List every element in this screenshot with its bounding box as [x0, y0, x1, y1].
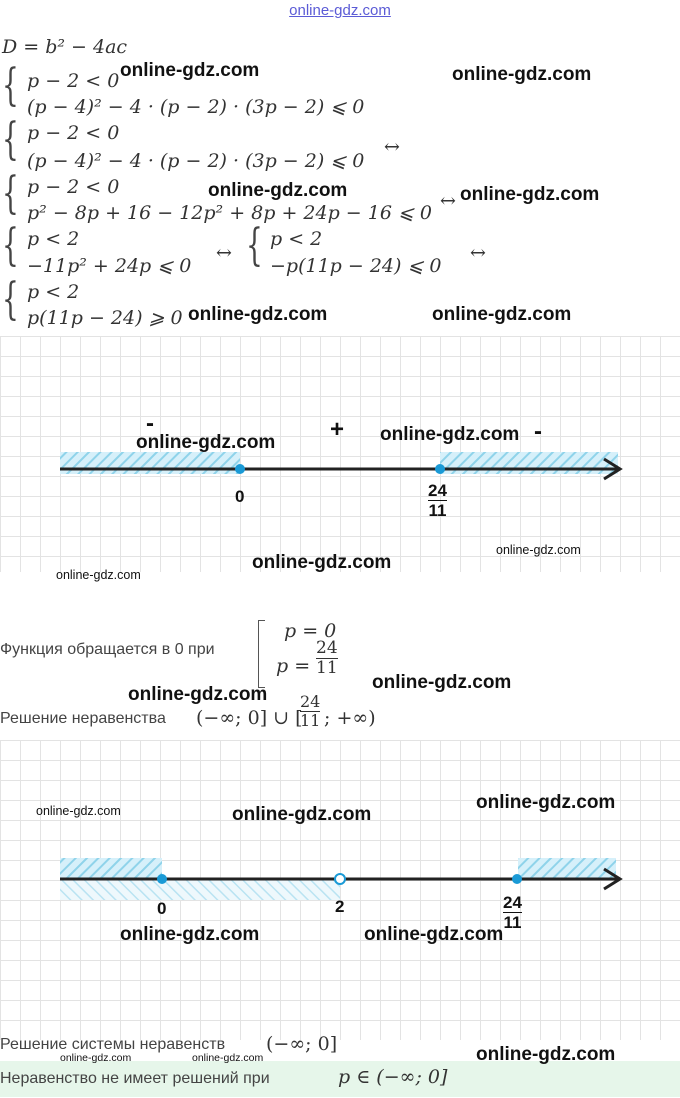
case-bracket: [258, 620, 265, 688]
zeros-case-2-fraction: [316, 640, 338, 677]
point-0: [235, 464, 245, 474]
sign-plus-middle: +: [330, 416, 345, 443]
number-line-2: [0, 740, 680, 1040]
watermark: online-gdz.com: [136, 432, 276, 453]
zeros-case-1: p = 0: [284, 620, 337, 642]
system4-line1: p < 2: [27, 228, 80, 250]
zeros-text: Функция обращается в 0 при: [0, 641, 215, 658]
system5-line2: −p(11p − 24) ⩽ 0: [270, 255, 442, 277]
fraction-denominator: 11: [300, 711, 321, 730]
sign-minus-left: -: [146, 410, 154, 437]
solution-text: Решение неравенства: [0, 710, 166, 727]
system1-line2: (p − 4)² − 4 · (p − 2) · (3p − 2) ⩽ 0: [27, 96, 365, 118]
watermark: online-gdz.com: [496, 543, 581, 557]
watermark: online-gdz.com: [128, 684, 268, 705]
watermark: online-gdz.com: [56, 568, 141, 582]
solution-fraction: [300, 694, 320, 729]
system-brace: {: [2, 168, 19, 219]
answer-expression: p ∈ (−∞; 0]: [338, 1066, 448, 1088]
axis1-label-24-11: [428, 482, 447, 519]
header-site-link[interactable]: online-gdz.com: [289, 2, 391, 19]
axis2-label-2: 2: [335, 897, 345, 916]
system-brace: {: [2, 60, 19, 111]
point-24-11: [435, 464, 445, 474]
watermark: online-gdz.com: [232, 804, 372, 825]
equivalence-arrow: ↔: [440, 190, 456, 212]
system6-line1: p < 2: [27, 281, 80, 303]
watermark: online-gdz.com: [36, 804, 121, 818]
system2-line1: p − 2 < 0: [27, 122, 120, 144]
system2-line2: (p − 4)² − 4 · (p − 2) · (3p − 2) ⩽ 0: [27, 150, 365, 172]
answer-text: Неравенство не имеет решений при: [0, 1070, 270, 1087]
watermark: online-gdz.com: [476, 1044, 616, 1065]
shaded-interval-p-le-0: [60, 858, 162, 880]
fraction-denominator: 11: [428, 501, 447, 520]
number-line-1: [0, 336, 680, 572]
equivalence-arrow: ↔: [216, 242, 232, 264]
fraction-numerator: 24: [316, 638, 338, 658]
watermark: online-gdz.com: [380, 424, 520, 445]
discriminant-formula: D = b² − 4ac: [2, 36, 128, 58]
fraction-numerator: 24: [428, 481, 447, 500]
shaded-interval-right: [440, 452, 618, 474]
system1-line1: p − 2 < 0: [27, 70, 120, 92]
system5-line1: p < 2: [270, 228, 323, 250]
point-0: [157, 874, 167, 884]
solution-interval-end: ; +∞): [324, 707, 376, 729]
system-brace: {: [2, 114, 19, 165]
axis1-label-0: 0: [235, 487, 245, 506]
watermark: online-gdz.com: [208, 180, 348, 201]
shaded-interval-p-lt-2: [60, 880, 340, 900]
watermark: online-gdz.com: [460, 184, 600, 205]
point-24-11: [512, 874, 522, 884]
watermark: online-gdz.com: [120, 60, 260, 81]
watermark: online-gdz.com: [188, 304, 328, 325]
system-brace: {: [2, 274, 19, 325]
equivalence-arrow: ↔: [384, 136, 400, 158]
watermark: online-gdz.com: [60, 1052, 132, 1064]
system4-line2: −11p² + 24p ⩽ 0: [27, 255, 192, 277]
axis2-label-0: 0: [157, 899, 167, 918]
fraction-denominator: 11: [503, 913, 522, 932]
sign-minus-right: -: [534, 418, 542, 445]
system-brace: {: [2, 220, 19, 271]
watermark: online-gdz.com: [372, 672, 512, 693]
fraction-denominator: 11: [316, 658, 338, 678]
watermark: online-gdz.com: [252, 552, 392, 573]
equivalence-arrow: ↔: [470, 242, 486, 264]
solution-interval-start: (−∞; 0] ∪ [: [196, 707, 303, 729]
zeros-case-2-lhs: p =: [276, 655, 311, 677]
fraction-numerator: 24: [300, 692, 321, 711]
watermark: online-gdz.com: [192, 1052, 264, 1064]
shaded-interval-p-ge-24-11: [518, 858, 616, 880]
watermark: online-gdz.com: [476, 792, 616, 813]
system3-line2: p² − 8p + 16 − 12p² + 8p + 24p − 16 ⩽ 0: [27, 202, 433, 224]
system6-line2: p(11p − 24) ⩾ 0: [27, 307, 183, 329]
fraction-numerator: 24: [503, 893, 522, 912]
axis2-label-24-11: [503, 894, 522, 931]
system-solution-interval: (−∞; 0]: [266, 1033, 338, 1055]
shaded-interval-left: [60, 452, 240, 474]
point-2: [335, 874, 345, 884]
watermark: online-gdz.com: [364, 924, 504, 945]
watermark: online-gdz.com: [432, 304, 572, 325]
watermark: online-gdz.com: [452, 64, 592, 85]
system-solution-text: Решение системы неравенств: [0, 1036, 226, 1053]
system-brace: {: [246, 220, 263, 271]
system3-line1: p − 2 < 0: [27, 176, 120, 198]
watermark: online-gdz.com: [120, 924, 260, 945]
